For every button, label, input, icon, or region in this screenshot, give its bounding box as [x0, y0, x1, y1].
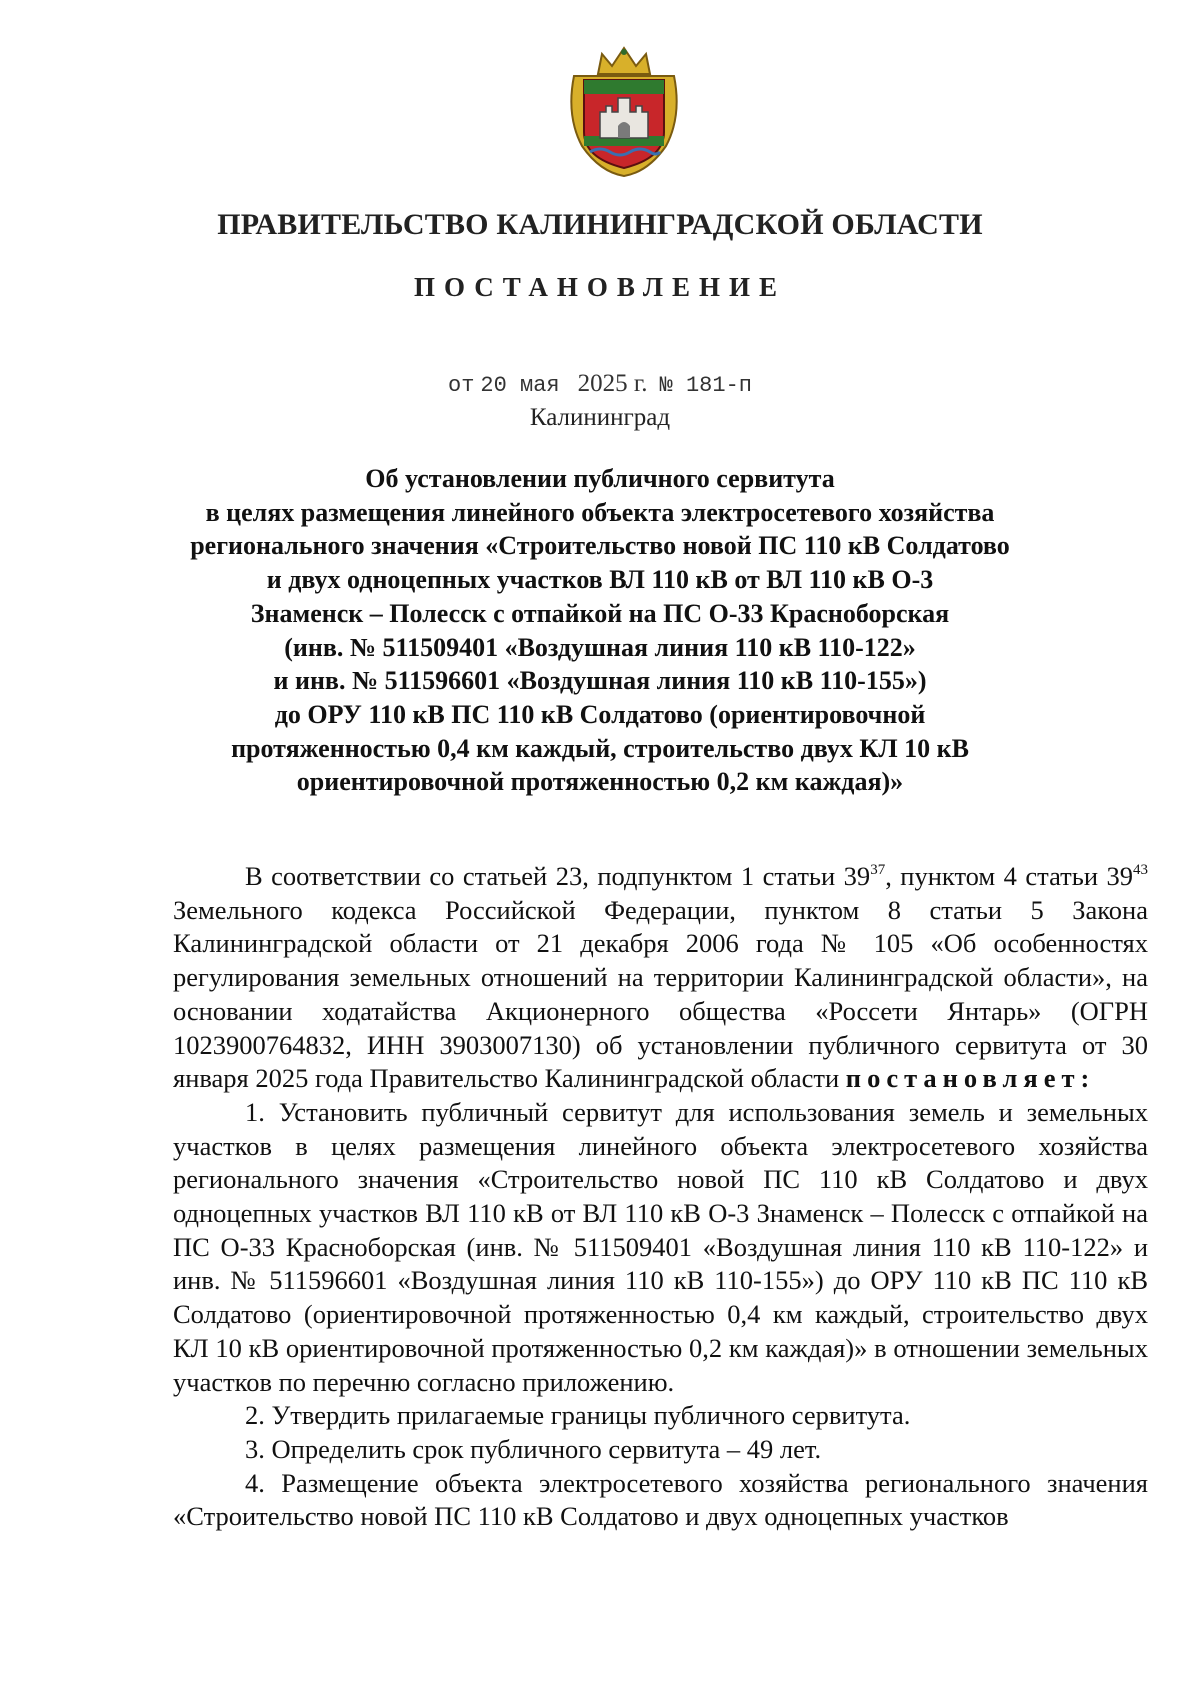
- date-number-line: [0, 370, 1200, 398]
- title-line: (инв. № 511509401 «Воздушная линия 110 кВ 110-122»: [284, 632, 916, 662]
- government-name: ПРАВИТЕЛЬСТВО КАЛИНИНГРАДСКОЙ ОБЛАСТИ: [217, 208, 983, 241]
- coat-of-arms-emblem: [560, 46, 688, 178]
- item-paragraph: 4. Размещение объекта электросетевого хозяйства регионального значения «Строительство новой ПС 110 кВ Солдатово и двух одноцепных участков: [173, 1467, 1148, 1532]
- preamble-paragraph: [173, 860, 1148, 1096]
- resolution-title: [150, 462, 1050, 799]
- title-line: и двух одноцепных участков ВЛ 110 кВ от ВЛ 110 кВ О-3: [266, 565, 934, 595]
- preamble-text: В соответствии со статьей 23, подпунктом 1 статьи 39: [245, 861, 871, 891]
- title-line: Об установлении публичного сервитута: [365, 464, 835, 493]
- document-type: ПОСТАНОВЛЕНИЕ: [413, 272, 787, 302]
- title-line: в целях размещения линейного объекта электросетевого хозяйства: [205, 497, 995, 527]
- superscript: 43: [1133, 862, 1148, 878]
- title-line: и инв. № 511596601 «Воздушная линия 110 кВ 110-155»): [273, 666, 927, 696]
- title-line: Знаменск – Полесск с отпайкой на ПС О-33 Красноборская: [250, 598, 950, 628]
- item-paragraph: 1. Установить публичный сервитут для использования земель и земельных участков в целях размещения линейного объекта электросетевого хозяйства регионального значения «Строительство новой ПС 110 кВ Солдатово и двух одноцепных участков ВЛ 110 кВ от ВЛ 110 кВ О-3 Знаменск – Полесск с отпайкой на ПС О-33 Красноборская (инв. № 511509401 «Воздушная линия 110 кВ 110-122» и инв. № 511596601 «Воздушная линия 110 кВ 110-155») до ОРУ 110 кВ ПС 110 кВ Солдатово (ориентировочной протяженностью 0,4 км каждый, строительство двух КЛ 10 кВ ориентировочной протяженностью 0,2 км каждая)» в отношении земельных участков по перечню согласно приложению.: [173, 1096, 1148, 1397]
- title-line: до ОРУ 110 кВ ПС 110 кВ Солдатово (ориентировочной: [274, 699, 926, 729]
- document-body: [173, 860, 1148, 1534]
- title-line: ориентировочной протяженностью 0,2 км каждая)»: [296, 767, 904, 797]
- preamble-text: , пунктом 4 статьи 39: [885, 861, 1133, 891]
- date-year: 2025 г.: [577, 370, 648, 397]
- title-line: регионального значения «Строительство новой ПС 110 кВ Солдатово: [190, 531, 1010, 561]
- date-day-month: 20 мая: [480, 373, 560, 398]
- document-number: № 181-п: [659, 373, 752, 398]
- date-prefix: от: [448, 373, 475, 398]
- resolves-word: постановляет:: [845, 1063, 1096, 1094]
- preamble-text: Земельного кодекса Российской Федерации, пунктом 8 статьи 5 Закона Калининградской области от 21 декабря 2006 года № 105 «Об особенностях регулирования земельных отношений на территории Калининградской области», на основании ходатайства Акционерного общества «Россети Янтарь» (ОГРН 1023900764832, ИНН 3903007130) об установлении публичного сервитута от 30 января 2025 года Правительство Калининградской области: [173, 894, 1148, 1094]
- city: Калининград: [529, 404, 671, 431]
- superscript: 37: [870, 862, 886, 878]
- item-paragraph: 2. Утвердить прилагаемые границы публичного сервитута.: [245, 1400, 911, 1431]
- title-line: протяженностью 0,4 км каждый, строительство двух КЛ 10 кВ: [231, 733, 969, 763]
- item-paragraph: 3. Определить срок публичного сервитута – 49 лет.: [245, 1433, 822, 1464]
